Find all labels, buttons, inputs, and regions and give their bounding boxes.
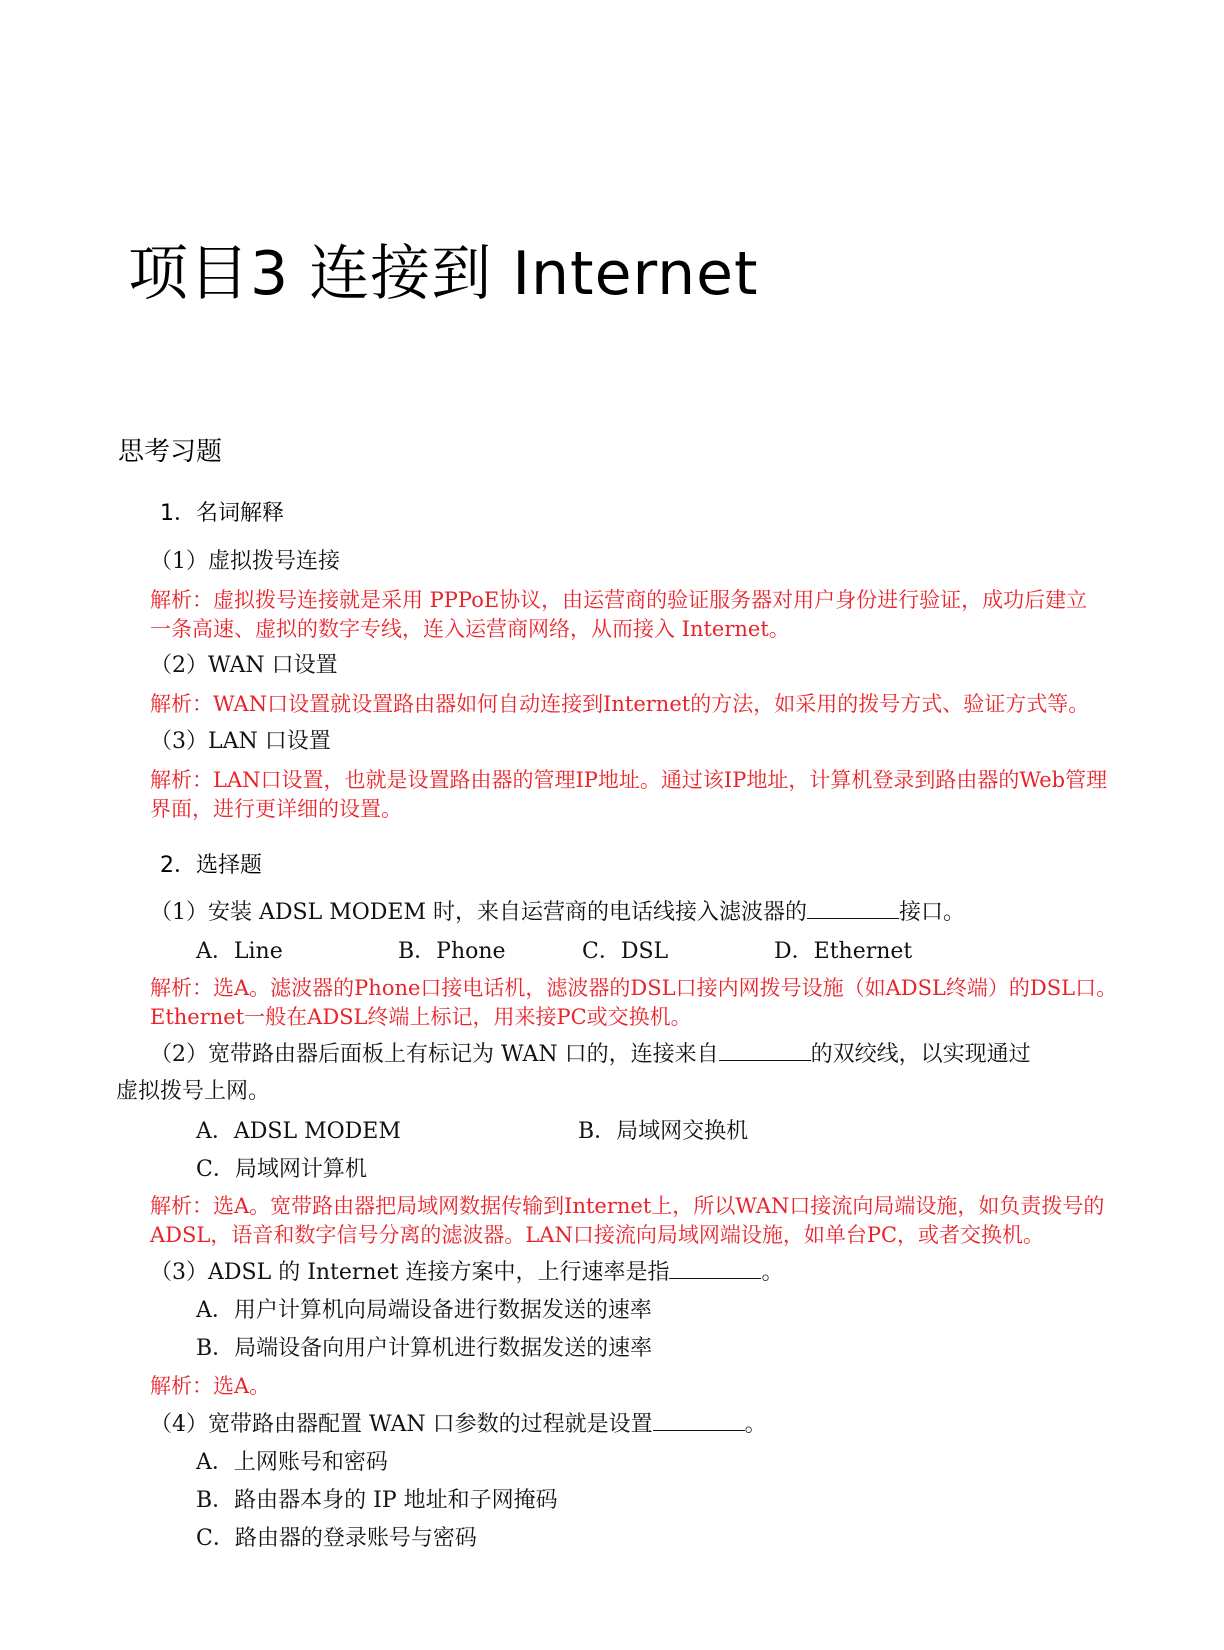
- option-a: A．ADSL MODEM: [196, 1119, 401, 1144]
- part2-answer-2-line-2: ADSL，语音和数字信号分离的滤波器。LAN口接流向局域网端设施，如单台PC，或者交换机。: [150, 1223, 1045, 1247]
- option-a: A．Line: [196, 939, 283, 964]
- part2-question-4: [150, 1410, 767, 1439]
- fill-blank: [807, 898, 899, 919]
- part1-answer-1-line-2: 一条高速、虚拟的数字专线，连入运营商网络，从而接入 Internet。: [150, 617, 790, 641]
- part2-answer-3: 解析：选A。: [150, 1374, 271, 1398]
- part2-answer-1-line-2: Ethernet一般在ADSL终端上标记，用来接PC或交换机。: [150, 1005, 692, 1029]
- fill-blank: [653, 1410, 745, 1431]
- question-text: （1）安装 ADSL MODEM 时，来自运营商的电话线接入滤波器的: [150, 900, 807, 925]
- part1-answer-3-line-1: 解析：LAN口设置，也就是设置路由器的管理IP地址。通过该IP地址，计算机登录到路由器的Web管理: [150, 768, 1108, 792]
- fill-blank: [719, 1040, 811, 1061]
- part2-answer-1-line-1: 解析：选A。滤波器的Phone口接电话机，滤波器的DSL口接内网拨号设施（如ADSL终端）的DSL口。: [150, 976, 1118, 1000]
- question-text-end: 。: [744, 1412, 767, 1437]
- section-heading: 思考习题: [118, 437, 223, 467]
- option-c: C．路由器的登录账号与密码: [196, 1526, 477, 1551]
- question-text-end: 。: [761, 1260, 784, 1285]
- part2-answer-2-line-1: 解析：选A。宽带路由器把局域网数据传输到Internet上，所以WAN口接流向局端设施，如负责拨号的: [150, 1194, 1105, 1218]
- question-text: （3）ADSL 的 Internet 连接方案中，上行速率是指: [150, 1260, 670, 1285]
- part1-answer-1-line-1: 解析：虚拟拨号连接就是采用 PPPoE协议，由运营商的验证服务器对用户身份进行验证，成功后建立: [150, 588, 1088, 612]
- part1-question-3: （3）LAN 口设置: [150, 729, 331, 754]
- part2-question-3: [150, 1258, 783, 1287]
- part2-question-2-line-2: 虚拟拨号上网。: [116, 1079, 271, 1104]
- part2-question-2: [150, 1040, 1031, 1069]
- question-text-end: 接口。: [898, 900, 965, 925]
- fill-blank: [669, 1258, 761, 1279]
- part1-question-1: （1）虚拟拨号连接: [150, 549, 340, 574]
- option-d: D．Ethernet: [774, 939, 913, 964]
- option-a: A．用户计算机向局端设备进行数据发送的速率: [196, 1298, 652, 1323]
- option-a: A．上网账号和密码: [196, 1450, 388, 1475]
- part1-question-2: （2）WAN 口设置: [150, 653, 338, 678]
- option-b: B．局端设备向用户计算机进行数据发送的速率: [196, 1336, 653, 1361]
- option-b: B．路由器本身的 IP 地址和子网掩码: [196, 1488, 558, 1513]
- page-title: 项目3 连接到 Internet: [128, 239, 759, 309]
- option-b: B．局域网交换机: [578, 1119, 749, 1144]
- question-text: （4）宽带路由器配置 WAN 口参数的过程就是设置: [150, 1412, 653, 1437]
- option-c: C．DSL: [582, 939, 669, 964]
- part1-heading: 1．名词解释: [160, 501, 284, 526]
- part1-answer-3-line-2: 界面，进行更详细的设置。: [150, 797, 402, 821]
- part2-question-1: [150, 898, 965, 927]
- question-text: （2）宽带路由器后面板上有标记为 WAN 口的，连接来自: [150, 1042, 719, 1067]
- part1-answer-2: 解析：WAN口设置就设置路由器如何自动连接到Internet的方法，如采用的拨号方式、验证方式等。: [150, 692, 1090, 716]
- question-text-end: 的双绞线，以实现通过: [810, 1042, 1031, 1067]
- option-c: C．局域网计算机: [196, 1157, 367, 1182]
- part2-heading: 2．选择题: [160, 853, 262, 878]
- option-b: B．Phone: [398, 939, 506, 964]
